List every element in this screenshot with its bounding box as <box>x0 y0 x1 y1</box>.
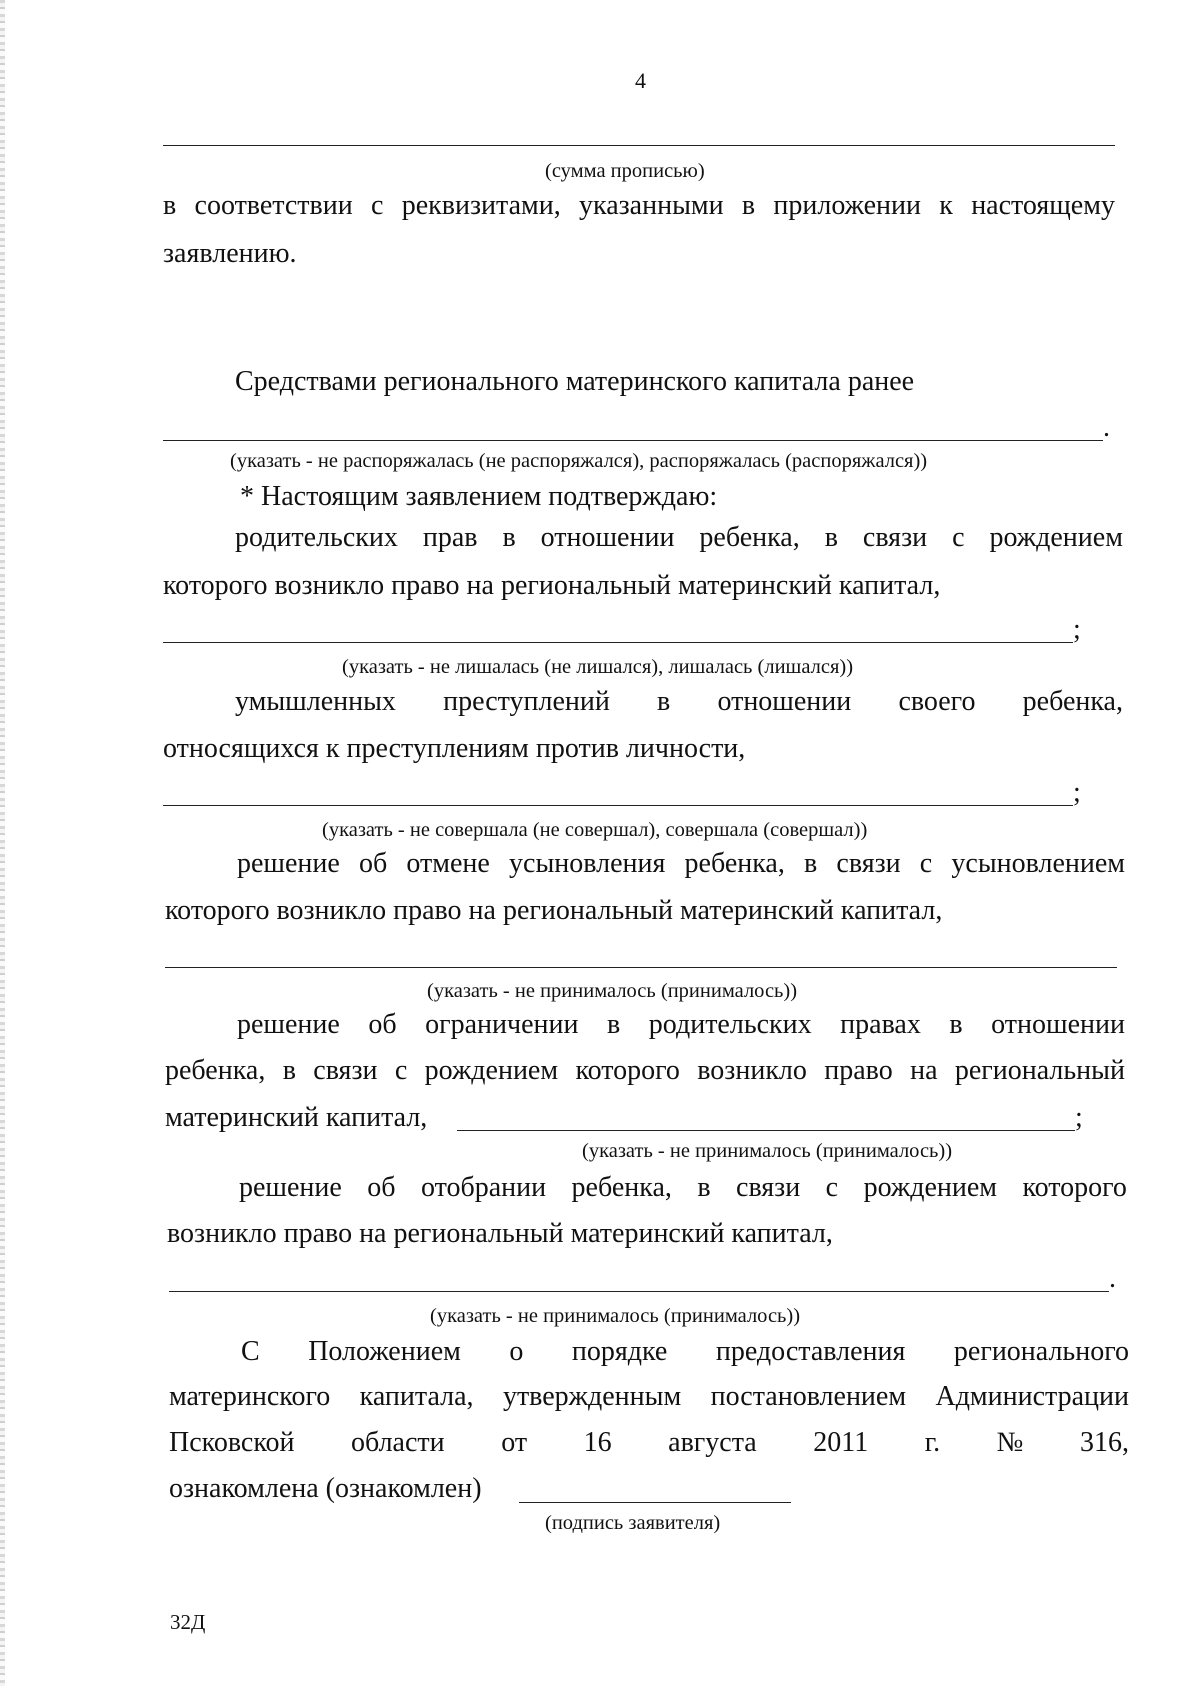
word: настоящему <box>971 190 1115 221</box>
crimes-caption: (указать - не совершала (не совершал), совершала (совершал)) <box>322 819 868 841</box>
crimes-line1 <box>235 686 1123 718</box>
restriction-line1 <box>237 1009 1125 1041</box>
word: постановлением <box>710 1381 907 1412</box>
word: Администрации <box>935 1381 1129 1412</box>
word: с <box>371 190 384 221</box>
word: от <box>501 1427 528 1458</box>
word: материнского <box>169 1381 331 1412</box>
footer-code: 32Д <box>170 1610 206 1634</box>
restriction-line <box>457 1130 1075 1131</box>
word: рождением <box>424 1055 559 1086</box>
word: с <box>919 848 933 879</box>
parental-rights-line1 <box>235 522 1123 554</box>
sum-line <box>163 145 1115 146</box>
acknowledgement-line4: ознакомлена (ознакомлен) <box>169 1473 482 1504</box>
word: 2011 <box>813 1427 869 1458</box>
word: которого <box>1022 1172 1127 1203</box>
crimes-line <box>163 805 1073 806</box>
word: региональный <box>954 1055 1125 1086</box>
word: рождением <box>863 1172 997 1203</box>
word: право <box>824 1055 893 1086</box>
word: возникло <box>697 1055 807 1086</box>
word: ребенка, <box>699 522 800 553</box>
word: к <box>939 190 953 221</box>
word: связи <box>836 848 901 879</box>
word: об <box>367 1172 396 1203</box>
adoption-cancel-caption: (указать - не принималось (принималось)) <box>427 980 798 1002</box>
confirm-heading: * Настоящим заявлением подтверждаю: <box>240 481 718 512</box>
word: порядке <box>571 1336 668 1367</box>
parental-rights-line <box>163 642 1073 643</box>
word: в <box>949 1009 963 1040</box>
word: своего <box>898 686 976 717</box>
word: г. <box>924 1427 941 1458</box>
sum-continuation <box>163 190 1115 222</box>
word: регионального <box>953 1336 1129 1367</box>
removal-line1 <box>239 1172 1127 1204</box>
word: связи <box>862 522 928 553</box>
word: с <box>952 522 965 553</box>
word: которого <box>575 1055 680 1086</box>
removal-end-mark: . <box>1109 1263 1116 1294</box>
adoption-cancel-line1 <box>237 848 1125 880</box>
word: родительских <box>648 1009 812 1040</box>
word: Положением <box>308 1336 461 1367</box>
previous-use-end-mark: . <box>1103 412 1110 443</box>
signature-caption: (подпись заявителя) <box>545 1512 721 1534</box>
word: реквизитами, <box>401 190 561 221</box>
word: прав <box>422 522 478 553</box>
parental-rights-end-mark: ; <box>1073 614 1081 645</box>
acknowledgement-line2 <box>169 1381 1129 1413</box>
word: отмене <box>406 848 490 879</box>
restriction-caption: (указать - не принималось (принималось)) <box>582 1140 953 1162</box>
previous-use-text: Средствами регионального материнского капитала ранее <box>235 366 915 397</box>
word: в <box>824 522 838 553</box>
word: о <box>509 1336 524 1367</box>
crimes-line2: относящихся к преступлениям против личности, <box>163 733 746 764</box>
word: в <box>163 190 177 221</box>
word: ребенка, <box>571 1172 672 1203</box>
adoption-cancel-line <box>165 967 1117 968</box>
word: в <box>697 1172 711 1203</box>
word: правах <box>840 1009 921 1040</box>
previous-use-caption: (указать - не распоряжалась (не распоряжался), распоряжалась (распоряжался)) <box>230 450 928 472</box>
restriction-line2 <box>165 1055 1125 1087</box>
word: в <box>282 1055 296 1086</box>
word: приложении <box>773 190 922 221</box>
word: Псковской <box>169 1427 295 1458</box>
word: отношении <box>540 522 675 553</box>
sum-caption: (сумма прописью) <box>545 160 705 182</box>
word: в <box>804 848 818 879</box>
restriction-line3: материнский капитал, <box>165 1102 428 1133</box>
word: отношении <box>717 686 852 717</box>
word: преступлений <box>443 686 610 717</box>
word: усыновлением <box>951 848 1125 879</box>
word: области <box>351 1427 445 1458</box>
word: соответствии <box>194 190 353 221</box>
scan-edge <box>0 0 5 1686</box>
word: 316, <box>1079 1427 1129 1458</box>
word: в <box>607 1009 621 1040</box>
word: утвержденным <box>502 1381 682 1412</box>
removal-line <box>169 1291 1109 1292</box>
word: умышленных <box>235 686 396 717</box>
page-number: 4 <box>635 68 646 93</box>
word: рождением <box>989 522 1123 553</box>
word: решение <box>239 1172 342 1203</box>
acknowledgement-line1 <box>241 1336 1129 1368</box>
parental-rights-line2: которого возникло право на региональный материнский капитал, <box>163 570 941 601</box>
word: ограничении <box>425 1009 579 1040</box>
word: в <box>741 190 756 221</box>
word: с <box>825 1172 839 1203</box>
word: ребенка, <box>684 848 785 879</box>
sum-continuation-end: заявлению. <box>163 238 297 269</box>
word: об <box>368 1009 397 1040</box>
word: на <box>910 1055 938 1086</box>
word: с <box>394 1055 408 1086</box>
word: 16 <box>583 1427 612 1458</box>
word: С <box>241 1336 260 1367</box>
word: об <box>358 848 388 879</box>
word: усыновления <box>509 848 666 879</box>
restriction-end-mark: ; <box>1075 1102 1083 1133</box>
crimes-end-mark: ; <box>1073 777 1081 808</box>
word: отношении <box>991 1009 1125 1040</box>
word: августа <box>668 1427 757 1458</box>
word: капитала, <box>359 1381 474 1412</box>
word: предоставления <box>715 1336 906 1367</box>
word: родительских <box>235 522 398 553</box>
word: отобрании <box>420 1172 547 1203</box>
word: связи <box>313 1055 378 1086</box>
word: в <box>657 686 671 717</box>
word: решение <box>237 848 340 879</box>
word: указанными <box>579 190 724 221</box>
word: ребенка, <box>1022 686 1123 717</box>
removal-line2: возникло право на региональный материнский капитал, <box>167 1218 833 1249</box>
previous-use-line <box>163 440 1103 441</box>
word: связи <box>736 1172 801 1203</box>
adoption-cancel-line2: которого возникло право на региональный материнский капитал, <box>165 895 943 926</box>
word: № <box>996 1427 1024 1458</box>
signature-line <box>519 1502 791 1503</box>
parental-rights-caption: (указать - не лишалась (не лишался), лишалась (лишался)) <box>342 656 854 678</box>
word: ребенка, <box>165 1055 266 1086</box>
word: в <box>502 522 516 553</box>
removal-caption: (указать - не принималось (принималось)) <box>430 1305 801 1327</box>
acknowledgement-line3 <box>169 1427 1129 1459</box>
word: решение <box>237 1009 340 1040</box>
